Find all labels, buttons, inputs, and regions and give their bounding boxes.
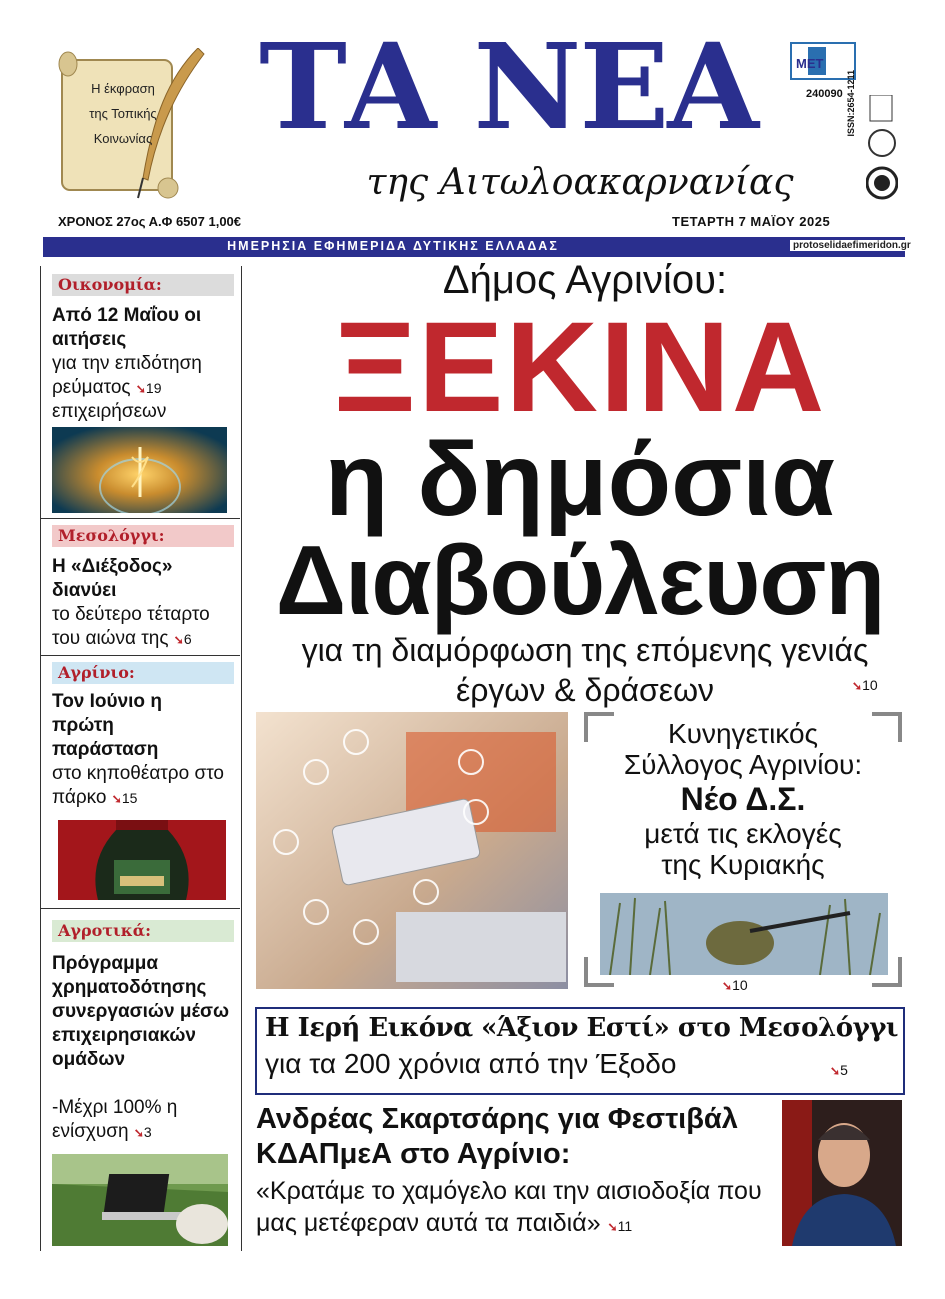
issue-date: ΤΕΤΑΡΤΗ 7 ΜΑΪΟΥ 2025 [672,214,831,229]
category-label: Αγρίνιο: [52,662,234,684]
laptop-field-photo [52,1154,228,1246]
story-summary-text: στο κηποθέατρο στο πάρκο [52,763,224,808]
page-number: 6 [183,631,192,647]
story-summary-end: επιχειρήσεων [52,401,167,422]
category-label: Αγροτικά: [52,920,234,942]
hunting-line: της Κυριακής [661,849,825,880]
story-summary-text: για την επιδότηση ρεύματος [52,353,202,398]
page-ref: ➘10 [722,977,748,993]
digital-tablet-photo [256,712,568,989]
issue-info: ΧΡΟΝΟΣ 27ος Α.Φ 6507 1,00€ [58,214,242,229]
page-ref: ➘6 [173,631,192,647]
story-summary [52,1096,202,1145]
page-number: 15 [121,790,138,806]
bottom-story-quote [256,1175,776,1243]
page-ref: ➘5 [830,1062,848,1078]
publication-code: 240090 [806,88,843,100]
lead-headline-line2[interactable]: η δημόσια [324,422,836,538]
newspaper-title: ΤΑ ΝΕΑ [259,17,757,156]
story-summary-text: το δεύτερο τέταρτο του αιώνα της [52,604,210,649]
tagline: ΗΜΕΡΗΣΙΑ ΕΦΗΜΕΡΙΔΑ ΔΥΤΙΚΗΣ ΕΛΛΑΔΑΣ [227,239,559,253]
page-ref: ➘11 [607,1218,633,1234]
divider [40,518,240,519]
story-summary-text: -Μέχρι 100% η ενίσχυση [52,1097,178,1142]
hunting-headline: Νέο Δ.Σ. [680,781,806,817]
page-number: 5 [840,1062,848,1078]
hunting-line: μετά τις εκλογές [644,818,842,849]
story-summary [52,603,237,652]
page-number: 19 [145,380,162,396]
icon-story-summary: για τα 200 χρόνια από την Έξοδο [265,1048,677,1079]
lightbulb-photo [52,427,227,513]
issn-code: ISSN:2654-1211 [846,70,856,137]
theater-stage-photo [58,820,226,900]
hunter-photo [600,893,888,975]
page-number: 10 [732,977,748,993]
slogan-line: Κοινωνίας [93,131,153,146]
bottom-story-headline[interactable]: Ανδρέας Σκαρτσάρης για Φεστιβάλ ΚΔΑΠμεΑ στο Αγρίνιο: [256,1103,738,1170]
page-ref: ➘10 [852,677,878,693]
newspaper-subtitle: της Αιτωλοακαρνανίας [366,162,794,203]
page-number: 11 [617,1218,633,1234]
slogan [68,76,178,151]
slogan-line: Η έκφραση [91,81,155,96]
lead-kicker: Δήμος Αγρινίου: [442,258,728,302]
lead-deck [255,630,915,710]
lead-deck-text: για τη διαμόρφωση της επόμενης γενιάς έργων & δράσεων [301,632,869,708]
story-summary [52,352,232,401]
category-label: Οικονομία: [52,274,234,296]
page-number: 3 [143,1124,152,1140]
page-ref: ➘19 [135,380,162,396]
page-ref: ➘15 [111,790,138,806]
lead-headline-red[interactable]: ΞΕΚΙΝΑ [333,296,827,439]
hunting-club-story[interactable] [590,718,896,880]
slogan-line: της Τοπικής [89,106,157,121]
story-headline[interactable]: Τον Ιούνιο η πρώτη παράσταση [52,691,162,760]
hunting-line: Σύλλογος Αγρινίου: [623,749,863,780]
bottom-story-quote-text: «Κρατάμε το χαμόγελο και την αισιοδοξία που μας μετέφεραν αυτά τα παιδιά» [256,1177,762,1237]
source-site: protoselidaefimeridon.gr [790,240,914,251]
lead-headline-line3[interactable]: Διαβούλευση [275,525,885,635]
divider [40,655,240,656]
met-label: ΜΕΤ [796,56,824,71]
page-ref: ➘3 [133,1124,152,1140]
page-number: 10 [862,677,878,693]
divider [40,908,240,909]
icon-story-headline[interactable]: Η Ιερή Εικόνα «Άξιον Εστί» στο Μεσολόγγι [265,1013,898,1043]
story-headline[interactable]: Πρόγραμμα χρηματοδότησης συνεργασιών μέσω επιχειρησιακών ομάδων [52,953,230,1070]
story-headline[interactable]: Η «Διέξοδος» διανύει [52,556,173,601]
portrait-photo [782,1100,902,1246]
category-label: Μεσολόγγι: [52,525,234,547]
story-headline[interactable]: Από 12 Μαΐου οι αιτήσεις [52,305,202,350]
story-summary [52,762,227,811]
hunting-line: Κυνηγετικός [667,718,819,749]
association-seals-icon [866,95,898,205]
